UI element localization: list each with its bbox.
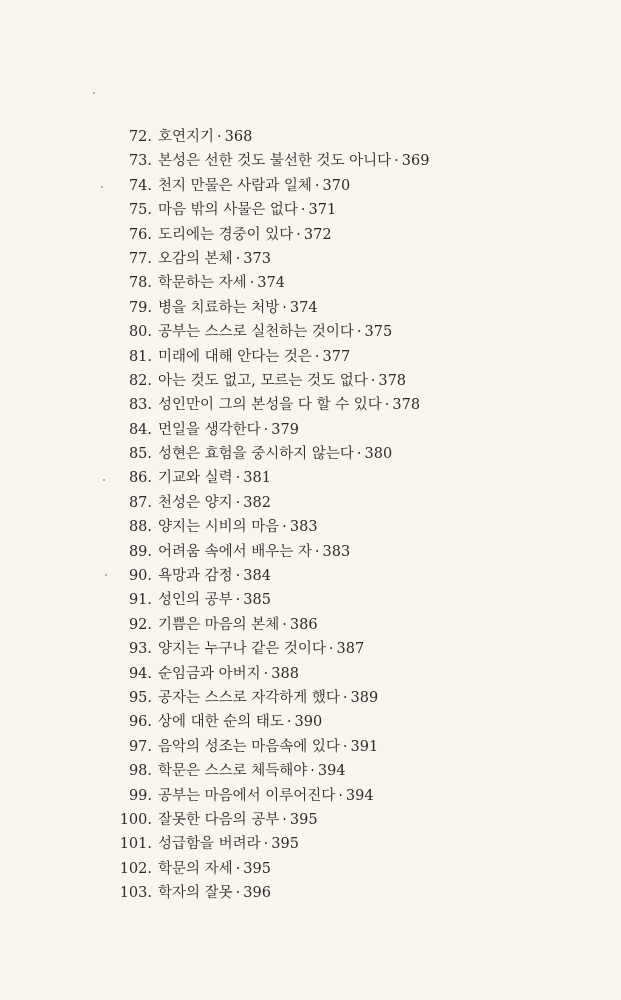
toc-entry-page: 372 bbox=[303, 226, 332, 243]
toc-entry-separator: · bbox=[314, 177, 320, 194]
toc-entry-page: 395 bbox=[289, 811, 318, 828]
toc-entry-separator: · bbox=[356, 446, 362, 463]
toc-entry-number: 77. bbox=[128, 250, 152, 267]
toc-entry-title: 미래에 대해 안다는 것은 bbox=[158, 348, 312, 365]
toc-entry[interactable] bbox=[112, 369, 582, 393]
toc-entry[interactable] bbox=[112, 540, 582, 564]
toc-entry-page: 396 bbox=[243, 885, 271, 902]
table-of-contents bbox=[112, 125, 582, 906]
toc-entry-page: 369 bbox=[401, 153, 430, 170]
toc-entry[interactable] bbox=[112, 345, 582, 369]
toc-entry-separator: · bbox=[282, 811, 287, 828]
toc-entry-separator: · bbox=[342, 689, 348, 706]
toc-entry-title: 양지는 누구나 같은 것이다 bbox=[158, 641, 326, 658]
toc-entry[interactable] bbox=[112, 881, 582, 905]
toc-entry-separator: · bbox=[328, 641, 334, 658]
toc-entry-number: 101. bbox=[119, 836, 152, 853]
paper-speck bbox=[101, 186, 103, 188]
toc-entry-number: 100. bbox=[119, 811, 152, 828]
toc-entry-title: 학문은 스스로 체득해야 bbox=[158, 763, 308, 780]
toc-entry-page: 368 bbox=[224, 129, 253, 145]
toc-entry-number: 95. bbox=[128, 689, 152, 706]
toc-entry[interactable] bbox=[112, 637, 582, 661]
toc-entry-separator: · bbox=[263, 836, 269, 853]
toc-entry-page: 375 bbox=[364, 324, 393, 341]
toc-entry-title: 도리에는 경중이 있다 bbox=[158, 226, 294, 243]
toc-entry-title: 마음 밖의 사물은 없다 bbox=[158, 202, 298, 219]
toc-entry-title: 순임금과 아버지 bbox=[158, 665, 261, 682]
toc-entry-number: 78. bbox=[128, 275, 152, 292]
toc-entry[interactable] bbox=[112, 662, 582, 686]
toc-entry-page: 384 bbox=[243, 568, 271, 585]
toc-entry-separator: · bbox=[235, 860, 241, 877]
toc-entry-number: 85. bbox=[128, 446, 152, 463]
toc-entry-separator: · bbox=[235, 470, 241, 487]
toc-entry-number: 80. bbox=[128, 324, 152, 341]
toc-entry[interactable] bbox=[112, 491, 582, 515]
toc-entry-page: 382 bbox=[243, 494, 271, 511]
toc-entry-separator: · bbox=[263, 421, 269, 438]
toc-entry-title: 성급함을 버려라 bbox=[158, 836, 261, 853]
toc-entry-title: 천성은 양지 bbox=[158, 494, 233, 511]
toc-entry-number: 88. bbox=[128, 519, 152, 536]
toc-entry-number: 102. bbox=[119, 860, 152, 877]
toc-entry-page: 385 bbox=[243, 592, 271, 609]
toc-entry-number: 92. bbox=[128, 616, 152, 633]
toc-entry-number: 76. bbox=[128, 226, 152, 243]
toc-entry-number: 90. bbox=[128, 568, 152, 585]
toc-entry-title: 공자는 스스로 자각하게 했다 bbox=[158, 689, 340, 706]
toc-entry-separator: · bbox=[394, 153, 399, 170]
toc-entry-separator: · bbox=[235, 568, 241, 585]
toc-entry[interactable] bbox=[112, 613, 582, 637]
toc-entry-title: 먼일을 생각한다 bbox=[158, 421, 261, 438]
toc-entry-title: 천지 만물은 사람과 일체 bbox=[158, 177, 312, 194]
toc-entry-separator: · bbox=[235, 494, 241, 511]
toc-entry[interactable] bbox=[112, 320, 582, 344]
toc-entry-number: 89. bbox=[128, 543, 152, 560]
toc-entry-page: 380 bbox=[364, 446, 393, 463]
toc-entry-page: 387 bbox=[336, 641, 365, 658]
toc-entry[interactable] bbox=[112, 223, 582, 247]
toc-entry-page: 381 bbox=[243, 470, 271, 487]
toc-entry-title: 양지는 시비의 마음 bbox=[158, 519, 280, 536]
toc-entry-title: 잘못한 다음의 공부 bbox=[158, 811, 280, 828]
toc-entry-separator: · bbox=[384, 397, 390, 414]
toc-entry[interactable] bbox=[112, 784, 582, 808]
toc-entry-page: 373 bbox=[243, 250, 271, 267]
toc-entry-title: 기교와 실력 bbox=[158, 470, 233, 487]
toc-entry[interactable] bbox=[112, 271, 582, 295]
toc-entry-page: 388 bbox=[271, 665, 299, 682]
toc-entry-separator: · bbox=[296, 226, 301, 243]
toc-entry-number: 99. bbox=[128, 787, 152, 804]
toc-entry[interactable] bbox=[112, 710, 582, 734]
toc-entry-title: 공부는 스스로 실천하는 것이다 bbox=[158, 324, 354, 341]
toc-entry-page: 394 bbox=[317, 763, 346, 780]
toc-entry-title: 호연지기 bbox=[158, 129, 215, 145]
toc-entry-page: 383 bbox=[289, 519, 318, 536]
toc-entry-separator: · bbox=[314, 543, 320, 560]
toc-entry-separator: · bbox=[263, 665, 269, 682]
toc-entry[interactable] bbox=[112, 247, 582, 271]
toc-entry-number: 91. bbox=[128, 592, 152, 609]
toc-entry-separator: · bbox=[235, 885, 241, 902]
toc-entry-title: 어려움 속에서 배우는 자 bbox=[158, 543, 312, 560]
toc-entry-page: 395 bbox=[243, 860, 271, 877]
toc-entry-title: 성인의 공부 bbox=[158, 592, 233, 609]
toc-entry-title: 성인만이 그의 본성을 다 할 수 있다 bbox=[158, 397, 382, 414]
toc-entry-page: 389 bbox=[350, 689, 379, 706]
toc-entry-page: 395 bbox=[271, 836, 299, 853]
toc-entry-number: 84. bbox=[128, 421, 152, 438]
toc-entry-separator: · bbox=[300, 202, 306, 219]
toc-entry[interactable] bbox=[112, 808, 582, 832]
toc-entry-separator: · bbox=[282, 616, 287, 633]
toc-entry-number: 75. bbox=[128, 202, 152, 219]
toc-entry-separator: · bbox=[235, 250, 241, 267]
toc-entry-title: 본성은 선한 것도 불선한 것도 아니다 bbox=[158, 153, 392, 170]
toc-entry-number: 96. bbox=[128, 714, 152, 731]
toc-entry-number: 94. bbox=[128, 665, 152, 682]
toc-entry-page: 379 bbox=[271, 421, 299, 438]
toc-entry-number: 87. bbox=[128, 494, 152, 511]
toc-entry-separator: · bbox=[282, 299, 287, 316]
toc-entry[interactable] bbox=[112, 418, 582, 442]
toc-entry[interactable] bbox=[112, 735, 582, 759]
toc-entry-title: 공부는 마음에서 이루어진다 bbox=[158, 787, 336, 804]
toc-entry-title: 학문의 자세 bbox=[158, 860, 233, 877]
toc-entry[interactable] bbox=[112, 832, 582, 856]
toc-entry-page: 394 bbox=[345, 787, 374, 804]
toc-entry[interactable] bbox=[112, 564, 582, 588]
toc-entry-separator: · bbox=[356, 324, 362, 341]
toc-entry-page: 378 bbox=[378, 372, 407, 389]
toc-entry-number: 81. bbox=[128, 348, 152, 365]
toc-entry-number: 73. bbox=[128, 153, 152, 170]
toc-entry-page: 377 bbox=[322, 348, 351, 365]
toc-entry-number: 79. bbox=[128, 299, 152, 316]
toc-entry-separator: · bbox=[314, 348, 320, 365]
toc-entry-title: 아는 것도 없고, 모르는 것도 없다 bbox=[158, 372, 368, 389]
toc-entry-number: 97. bbox=[128, 738, 152, 755]
toc-entry-number: 83. bbox=[128, 397, 152, 414]
toc-entry-number: 72. bbox=[128, 129, 152, 145]
toc-entry-number: 98. bbox=[128, 763, 152, 780]
toc-entry-title: 학자의 잘못 bbox=[158, 885, 233, 902]
toc-entry-page: 390 bbox=[294, 714, 323, 731]
toc-entry-separator: · bbox=[342, 738, 348, 755]
paper-speck bbox=[103, 479, 105, 481]
toc-entry[interactable] bbox=[112, 686, 582, 710]
paper-speck bbox=[105, 574, 107, 576]
toc-entry-separator: · bbox=[249, 275, 255, 292]
toc-entry-page: 374 bbox=[257, 275, 285, 292]
toc-entry-title: 욕망과 감정 bbox=[158, 568, 233, 585]
toc-entry-separator: · bbox=[310, 763, 315, 780]
toc-entry-title: 상에 대한 순의 태도 bbox=[158, 714, 284, 731]
toc-entry-separator: · bbox=[235, 592, 241, 609]
toc-entry-separator: · bbox=[282, 519, 287, 536]
toc-entry-separator: · bbox=[286, 714, 292, 731]
toc-entry-page: 383 bbox=[322, 543, 351, 560]
toc-entry-number: 86. bbox=[128, 470, 152, 487]
toc-entry-title: 기쁨은 마음의 본체 bbox=[158, 616, 280, 633]
toc-entry-title: 학문하는 자세 bbox=[158, 275, 247, 292]
toc-entry-page: 386 bbox=[289, 616, 318, 633]
toc-entry-title: 성현은 효험을 중시하지 않는다 bbox=[158, 446, 354, 463]
paper-speck bbox=[93, 92, 95, 94]
toc-entry[interactable] bbox=[112, 149, 582, 173]
toc-entry[interactable] bbox=[112, 857, 582, 881]
toc-entry-number: 103. bbox=[119, 885, 152, 902]
toc-entry-page: 391 bbox=[350, 738, 379, 755]
toc-entry[interactable] bbox=[112, 393, 582, 417]
toc-entry[interactable] bbox=[112, 515, 582, 539]
toc-entry[interactable] bbox=[112, 442, 582, 466]
toc-entry[interactable] bbox=[112, 588, 582, 612]
toc-entry[interactable] bbox=[112, 198, 582, 222]
toc-entry-title: 음악의 성조는 마음속에 있다 bbox=[158, 738, 340, 755]
toc-entry-number: 82. bbox=[128, 372, 152, 389]
toc-entry-page: 370 bbox=[322, 177, 351, 194]
toc-entry-page: 374 bbox=[289, 299, 318, 316]
toc-entry-page: 378 bbox=[392, 397, 421, 414]
toc-entry-separator: · bbox=[217, 129, 222, 145]
toc-entry-page: 371 bbox=[308, 202, 337, 219]
toc-entry[interactable] bbox=[112, 466, 582, 490]
toc-entry-number: 74. bbox=[128, 177, 152, 194]
toc-entry-number: 93. bbox=[128, 641, 152, 658]
toc-entry-title: 병을 치료하는 처방 bbox=[158, 299, 280, 316]
toc-entry[interactable] bbox=[112, 296, 582, 320]
toc-entry-separator: · bbox=[338, 787, 343, 804]
toc-entry[interactable] bbox=[112, 759, 582, 783]
toc-entry-title: 오감의 본체 bbox=[158, 250, 233, 267]
toc-entry[interactable] bbox=[112, 174, 582, 198]
toc-entry-separator: · bbox=[370, 372, 376, 389]
toc-entry[interactable] bbox=[112, 125, 582, 149]
